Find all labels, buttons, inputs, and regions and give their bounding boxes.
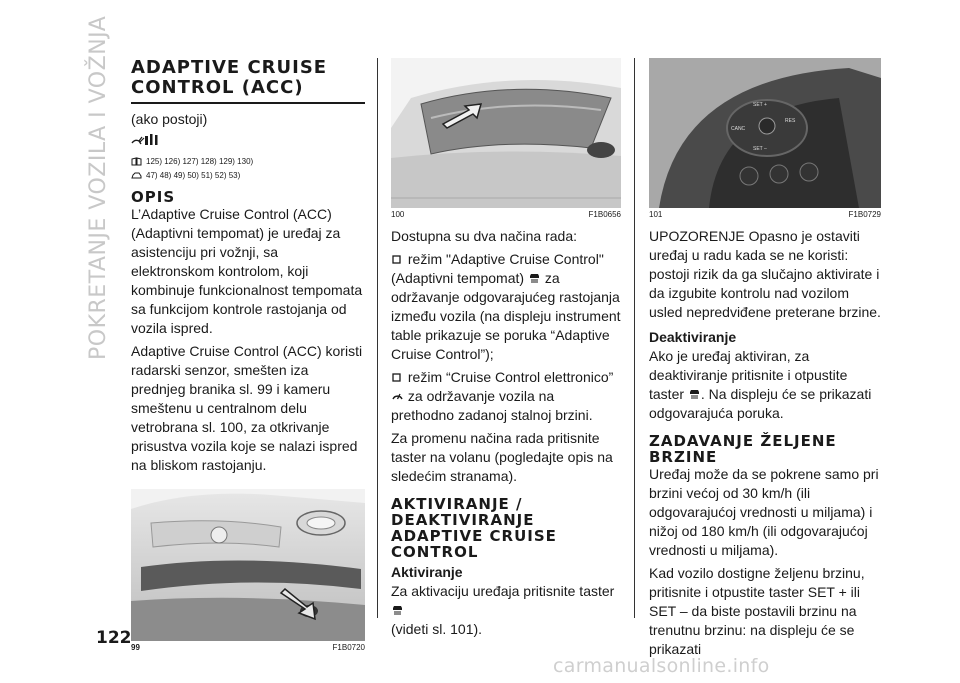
activation-text-a: Za aktivaciju uređaja pritisnite taster — [391, 583, 615, 599]
figure-101 — [649, 58, 881, 219]
figure-101-caption — [649, 210, 881, 219]
figure-100-code: F1B0656 — [588, 210, 621, 219]
column-3 — [649, 58, 881, 659]
figure-101-code: F1B0729 — [848, 210, 881, 219]
car-windshield-camera-image — [391, 58, 621, 208]
wheel-res-label: RES — [785, 118, 796, 124]
availability-note: (ako postoji) — [131, 111, 208, 127]
car-distance-icon — [528, 272, 541, 284]
bullet-square-icon — [391, 371, 404, 383]
activation-text-b: (videti sl. 101). — [391, 621, 483, 637]
activation-heading-line4: CONTROL — [391, 543, 479, 561]
book-icon — [131, 157, 142, 166]
wheel-set-plus-label: SET + — [753, 102, 767, 108]
section-title — [131, 58, 365, 104]
mode-cruise — [391, 368, 621, 425]
deactivation-text — [649, 347, 881, 423]
set-speed-heading-line2: BRZINE — [649, 448, 718, 466]
activation-heading — [391, 496, 621, 560]
figure-99-code: F1B0720 — [332, 643, 365, 652]
warning-notes-list: 125) 126) 127) 128) 129) 130) — [146, 157, 254, 166]
speed-range-text: Uređaj može da se pokrene samo pri brzini većoj od 30 km/h (ili odgovarajućoj vrednosti u miljama) i nižoj od 180 km/h (ili odgovarajućoj vrednosti u miljama). — [649, 466, 879, 558]
car-distance-icon — [391, 604, 404, 616]
bullet-square-icon — [391, 253, 404, 265]
note-references — [131, 156, 365, 181]
caution-hands-icon — [131, 133, 161, 147]
column-1 — [131, 58, 365, 652]
cruise-speed-icon — [391, 390, 404, 402]
activation-text — [391, 582, 621, 639]
page-number: 122 — [96, 628, 132, 648]
section-title-line1: ADAPTIVE CRUISE — [131, 57, 328, 78]
column-divider-1 — [377, 58, 378, 618]
change-mode-text: Za promenu načina rada pritisnite taster na volanu (pogledajte opis na sledećim stranama). — [391, 430, 613, 484]
wheel-canc-label: CANC — [731, 126, 746, 132]
wheel-set-minus-label: SET – — [753, 146, 767, 152]
activation-heading-line3: ADAPTIVE CRUISE — [391, 527, 557, 545]
column-2 — [391, 58, 621, 639]
column-divider-2 — [634, 58, 635, 618]
figure-101-number: 101 — [649, 210, 663, 219]
deactivation-text-b: . Na displeju će se prikazati odgovarajuća poruka. — [649, 386, 872, 421]
figure-100-number: 100 — [391, 210, 405, 219]
section-title-line2: CONTROL (ACC) — [131, 77, 304, 98]
acc-description: L’Adaptive Cruise Control (ACC) (Adaptivni tempomat) je uređaj za asistenciju pri vožnji, sa elektronskom kontrolom, koji kombinuje funkcionalnost tempomata sa funkcijom kontrole rastojanja od vozila ispred. — [131, 206, 363, 336]
car-distance-icon — [688, 388, 701, 400]
figure-99-caption — [131, 643, 365, 652]
warning-notes-row — [131, 156, 365, 167]
mode-cruise-text: za održavanje vozila na prethodno zadanoj stalnoj brzini. — [391, 388, 593, 423]
car-front-bumper-image — [131, 489, 365, 641]
deactivation-text-a: Ako je uređaj aktiviran, za deaktiviranje pritisnite i otpustite taster — [649, 348, 848, 402]
figure-99 — [131, 489, 365, 652]
opis-heading: OPIS — [131, 188, 176, 206]
steering-wheel-controls-image — [649, 58, 881, 208]
car-icon — [131, 171, 142, 180]
mode-acc-text: za održavanje odgovarajućeg rastojanja između vozila (na displeju instrument table prikazuje se poruka “Adaptive Cruise Control”); — [391, 270, 621, 362]
acc-sensors-description: Adaptive Cruise Control (ACC) koristi radarski senzor, smešten iza prednjeg branika sl. 99 i kameru smeštenu u centralnom delu vetrobrana sl. 100, za otkrivanje prisustva vozila koje se nalazi ispred na bliskom rastojanju. — [131, 343, 363, 473]
watermark: carmanualsonline.info — [553, 655, 770, 677]
set-speed-text: Kad vozilo dostigne željenu brzinu, pritisnite i otpustite taster SET + ili SET – da biste postavili brzinu na trenutnu brzinu: na displeju će se prikazati — [649, 565, 865, 657]
activation-heading-line1: AKTIVIRANJE / — [391, 495, 523, 513]
mode-acc-label: režim "Adaptive Cruise Control" (Adaptivni tempomat) — [391, 251, 604, 286]
modes-intro: Dostupna su dva načina rada: — [391, 228, 578, 244]
warning-text: UPOZORENJE Opasno je ostaviti uređaj u radu kada se ne koristi: postoji rizik da ga slučajno aktivirate i da izgubite kontrolu nad vozilom usled nepredviđene preterane brzine. — [649, 228, 881, 320]
figure-99-number: 99 — [131, 643, 140, 652]
figure-100-caption — [391, 210, 621, 219]
caution-notes-row — [131, 170, 365, 181]
deactivation-subheading: Deaktiviranje — [649, 329, 737, 345]
activation-heading-line2: DEAKTIVIRANJE — [391, 511, 535, 529]
mode-cruise-label: režim “Cruise Control elettronico” — [407, 369, 614, 385]
mode-acc — [391, 250, 621, 364]
set-speed-heading — [649, 433, 881, 465]
figure-100 — [391, 58, 621, 219]
chapter-side-title: POKRETANJE VOZILA I VOŽNJA — [86, 15, 111, 360]
activation-subheading: Aktiviranje — [391, 564, 463, 580]
set-speed-heading-line1: ZADAVANJE ŽELJENE — [649, 432, 837, 450]
caution-notes-list: 47) 48) 49) 50) 51) 52) 53) — [146, 171, 241, 180]
